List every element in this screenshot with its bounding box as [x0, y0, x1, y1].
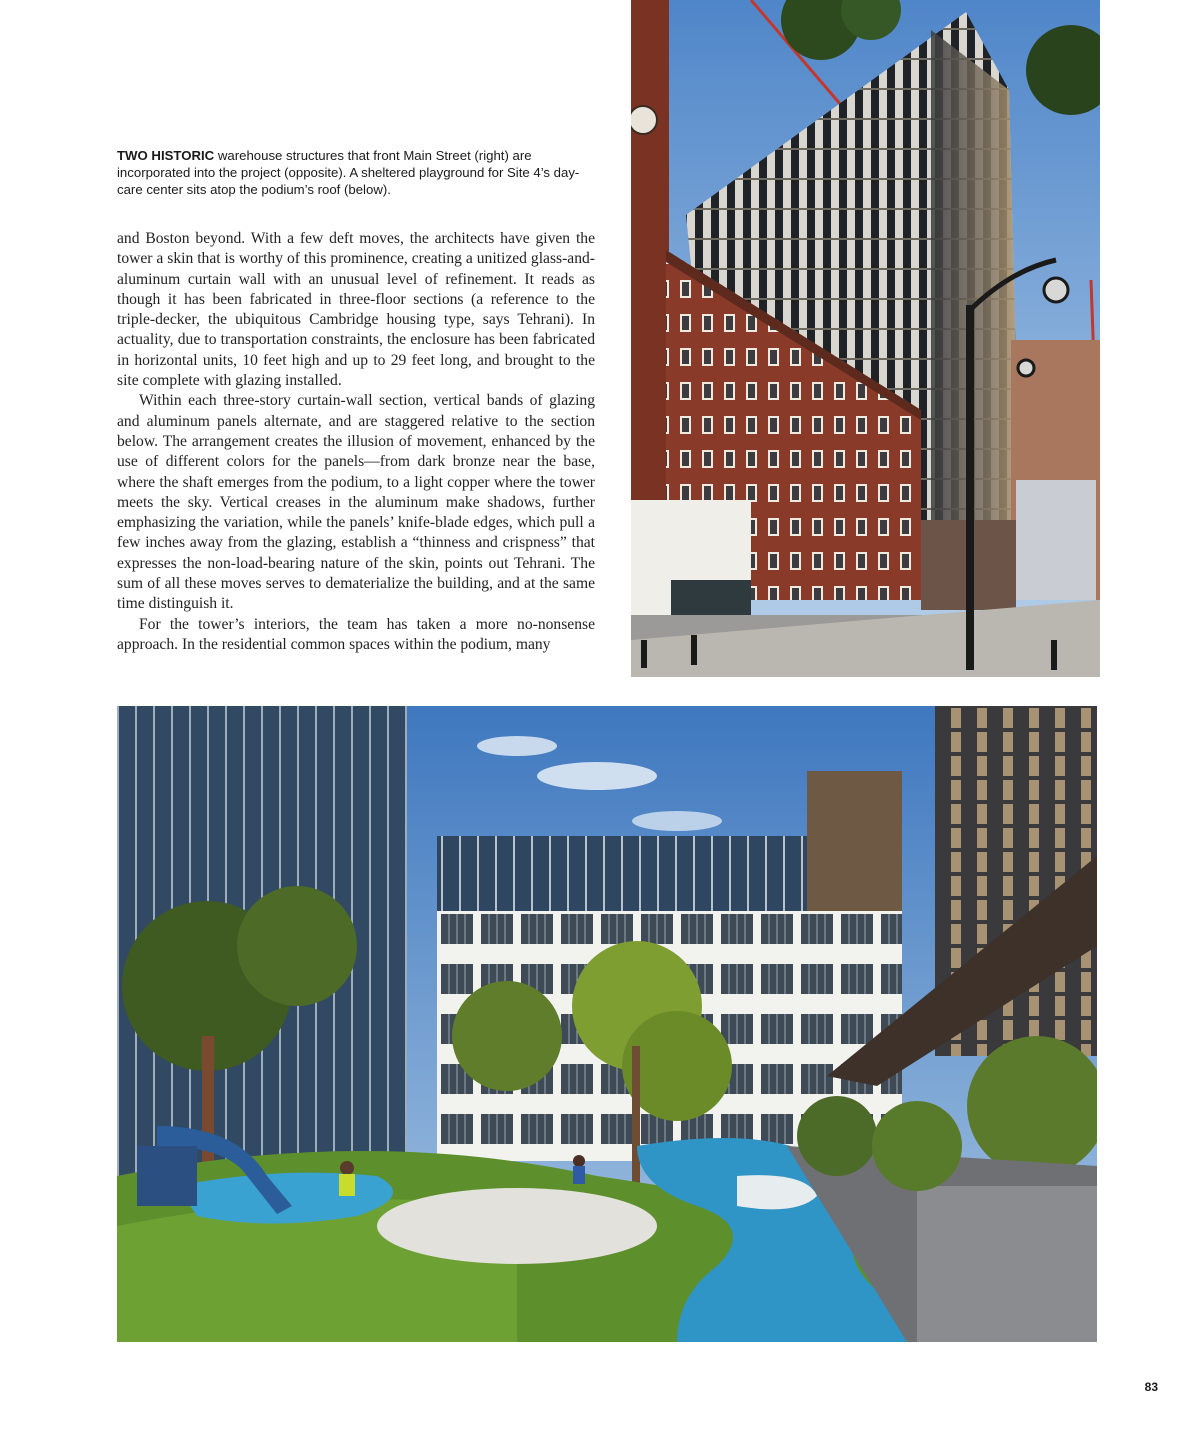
photo-caption — [117, 147, 595, 198]
caption-lead: TWO HISTORIC — [117, 148, 215, 163]
playground-photo — [117, 706, 1097, 1342]
page-number: 83 — [1144, 1380, 1158, 1394]
body-paragraph-3: For the tower’s interiors, the team has taken a more no-nonsense approach. In the residential common spaces within the podium, many — [117, 615, 595, 653]
caption-text: warehouse structures that front Main Street (right) are incorporated into the project (opposite). A sheltered playground for Site 4’s day-care center sits atop the podium’s roof (below). — [117, 148, 580, 197]
article-body — [117, 229, 595, 655]
body-paragraph-1: and Boston beyond. With a few deft moves, the architects have given the tower a skin that is worthy of this prominence, creating a unitized glass-and-aluminum curtain wall with an unusual level of refinement. It reads as though it has been fabricated in three-floor sections (a reference to the triple-decker, the ubiquitous Cambridge housing type, says Tehrani). In actuality, due to transportation constraints, the enclosure has been fabricated in horizontal units, 10 feet high and up to 29 feet long, and brought to the site complete with glazing installed. — [117, 230, 595, 390]
tower-street-photo — [631, 0, 1100, 677]
body-paragraph-2: Within each three-story curtain-wall section, vertical bands of glazing and aluminum panels alternate, and are staggered relative to the section below. The arrangement creates the illusion of movement, enhanced by the use of different colors for the panels—from dark bronze near the base, where the shaft emerges from the podium, to a light copper where the tower meets the sky. Vertical creases in the aluminum make shadows, further emphasizing the variation, while the panels’ knife-blade edges, which pull a few inches away from the glazing, establish a “thinness and crispness” that expresses the non-load-bearing nature of the skin, points out Tehrani. The sum of all these moves serves to dematerialize the building, and at the same time distinguish it. — [117, 392, 595, 613]
